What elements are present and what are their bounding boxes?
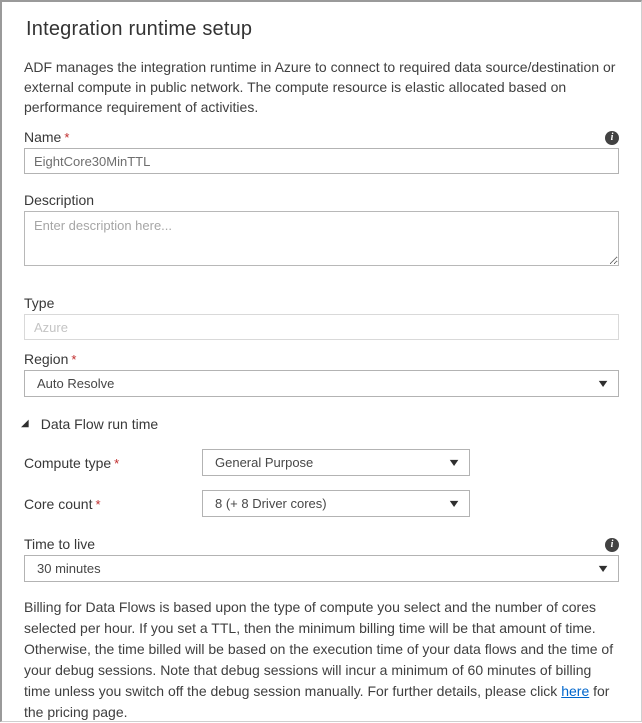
- name-label: Name *: [24, 129, 70, 145]
- core-count-selected-value: 8 (+ 8 Driver cores): [215, 496, 327, 511]
- type-label: Type: [24, 295, 55, 311]
- name-field-group: [24, 127, 619, 174]
- info-icon[interactable]: i: [605, 538, 619, 552]
- pricing-page-link[interactable]: here: [561, 683, 590, 699]
- compute-type-dropdown[interactable]: [202, 449, 470, 476]
- required-asterisk: *: [95, 496, 101, 512]
- billing-note: [24, 597, 619, 723]
- region-field-group: [24, 349, 619, 397]
- chevron-down-icon: ▼: [598, 564, 608, 573]
- data-flow-section-title: Data Flow run time: [40, 416, 159, 432]
- description-field-group: [24, 190, 619, 271]
- region-label: Region *: [24, 351, 77, 367]
- description-label: Description: [24, 192, 95, 208]
- core-count-label: Core count *: [24, 495, 101, 512]
- core-count-dropdown[interactable]: [202, 490, 470, 517]
- time-to-live-field-group: [24, 534, 619, 582]
- required-asterisk: *: [71, 352, 77, 367]
- region-dropdown[interactable]: [24, 370, 619, 397]
- billing-text-before: Billing for Data Flows is based upon the type of compute you select and the number of cores selected per hour. If you set a TTL, then the minimum billing time will be that amount of time. Otherwise, the time billed will be based on the execution time of your data flows and the time of your debug sessions. Note that debug sessions will incur a minimum of 60 minutes of billing time unless you switch off the debug session manually. For further details, please click: [24, 599, 614, 699]
- time-to-live-label: Time to live: [24, 536, 96, 552]
- intro-text: ADF manages the integration runtime in Azure to connect to required data source/destination or external compute in public network. The compute resource is elastic allocated based on performance requirement of activities.: [24, 59, 616, 115]
- type-field-group: [24, 293, 619, 340]
- data-flow-section-expander[interactable]: [21, 415, 619, 433]
- time-to-live-dropdown[interactable]: [24, 555, 619, 582]
- page-title: Integration runtime setup: [26, 18, 253, 40]
- type-input: [24, 314, 619, 340]
- compute-type-field-group: [24, 449, 619, 476]
- chevron-down-icon: ▼: [449, 458, 459, 467]
- expander-triangle-icon: ◢: [21, 418, 29, 429]
- description-input[interactable]: [24, 211, 619, 266]
- billing-text-after: for the pricing page.: [24, 683, 610, 720]
- info-icon[interactable]: i: [605, 131, 619, 145]
- name-input[interactable]: [24, 148, 619, 174]
- chevron-down-icon: ▼: [598, 379, 608, 388]
- compute-type-selected-value: General Purpose: [215, 455, 314, 470]
- required-asterisk: *: [114, 455, 120, 471]
- region-selected-value: Auto Resolve: [37, 376, 115, 391]
- required-asterisk: *: [64, 130, 70, 145]
- time-to-live-selected-value: 30 minutes: [37, 561, 101, 576]
- chevron-down-icon: ▼: [449, 499, 459, 508]
- core-count-field-group: [24, 490, 619, 517]
- compute-type-label: Compute type *: [24, 454, 120, 471]
